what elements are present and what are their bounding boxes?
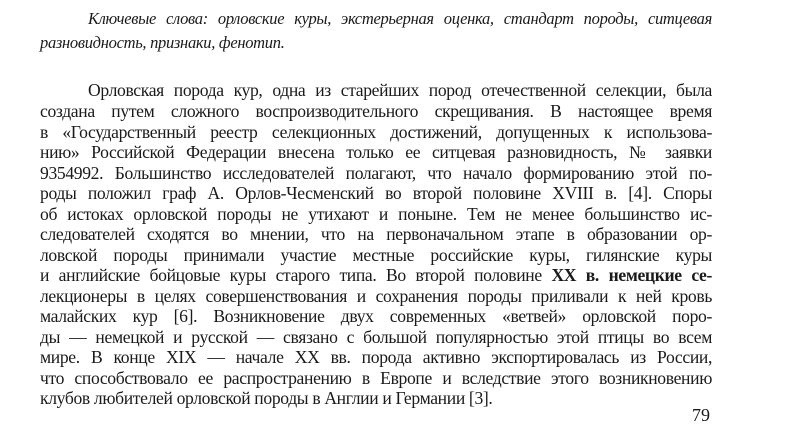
paragraph-line: ловской породы принимали участие местные российские куры, гилянские куры — [40, 244, 712, 265]
paragraph-line: нию» Российской Федерации внесена только ее ситцевая разновидность, № заявки — [40, 142, 712, 162]
page-number: 79 — [692, 405, 710, 425]
paragraph-line: об истоках орловской породы не утихают и поныне. Тем не менее большинство ис- — [40, 203, 712, 224]
paragraph-line: Орловская порода кур, одна из старейших пород отечественной селекции, была — [88, 80, 712, 100]
paragraph-line: лекционеры в целях совершенствования и сохранения породы приливали к ней кровь — [40, 285, 712, 306]
paragraph-line: 9354992. Большинство исследователей полагают, что начало формированию этой по- — [40, 162, 712, 183]
bold-fragment: XX в. немецкие се- — [551, 265, 712, 285]
paragraph-line-text: и английские бойцовые куры старого типа. Во второй половине — [40, 265, 552, 285]
paragraph-line: в «Государственный реестр селекционных достижений, допущенных к использова- — [40, 121, 712, 142]
paragraph-line: следователей сходятся во мнении, что на первоначальном этапе в образовании ор- — [40, 224, 712, 244]
paragraph-line: роды положил граф А. Орлов-Чесменский во второй половине XVIII в. [4]. Споры — [40, 183, 712, 203]
paragraph-line: малайских кур [6]. Возникновение двух современных «ветвей» орловской поро- — [40, 306, 712, 326]
paragraph-line — [40, 265, 712, 285]
paragraph-line: ды — немецкой и русской — связано с большой популярностью этой птицы во всем — [40, 326, 712, 347]
paragraph-line: мире. В конце XIX — начале XX вв. порода активно экспортировалась из России, — [40, 347, 712, 367]
keywords-line: разновидность, признаки, фенотип. — [40, 33, 285, 52]
paragraph-line: клубов любителей орловской породы в Англии и Германии [3]. — [40, 388, 493, 408]
paragraph-line: создана путем сложного воспроизводительного скрещивания. В настоящее время — [40, 101, 712, 121]
keywords-line: Ключевые слова: орловские куры, экстерьерная оценка, стандарт породы, ситцевая — [88, 9, 712, 28]
paragraph-line: что способствовало ее распространению в Европе и вследствие этого возникновению — [40, 367, 712, 388]
